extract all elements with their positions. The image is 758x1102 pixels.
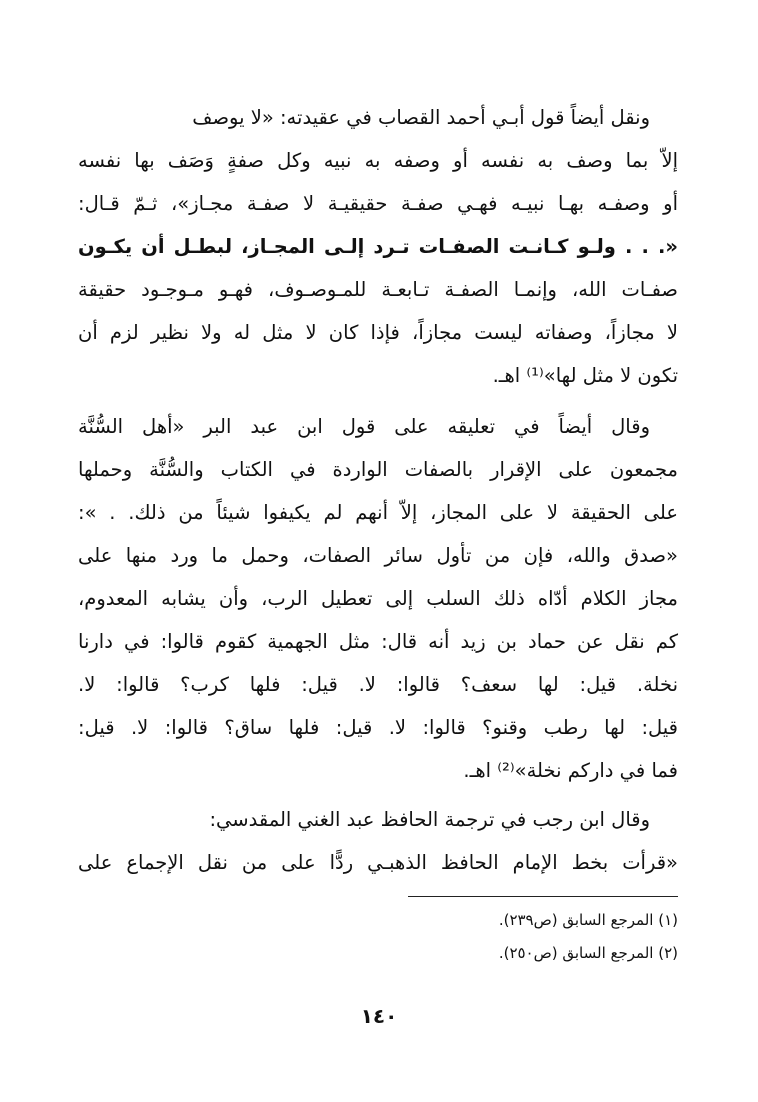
text-line: مجاز الكلام أدّاه ذلك السلب إلى تعطيل الرب، وأن يشابه المعدوم، — [78, 587, 678, 610]
text-line: أو وصفـه بهـا نبيـه فهـي صفـة حقيقيـة لا صفـة مجـاز»، ثـمّ قـال: — [78, 192, 678, 215]
text-line: على الحقيقة لا على المجاز، إلاّ أنهم لم يكيفوا شيئاً من ذلك. . »: — [78, 501, 678, 524]
text-line: صفـات الله، وإنمـا الصفـة تـابعـة للمـوصـوف، فهـو مـوجـود حقيقة — [78, 278, 678, 301]
text-line: ونقل أيضاً قول أبـي أحمد القصاب في عقيدته: «لا يوصف — [192, 106, 650, 129]
text-line: وقال ابن رجب في ترجمة الحافظ عبد الغني المقدسي: — [209, 808, 650, 831]
text-line: تكون لا مثل لها»⁽¹⁾ اهـ. — [492, 364, 678, 387]
text-line: وقال أيضاً في تعليقه على قول ابن عبد البر «أهل السُّنَّة — [78, 415, 650, 438]
text-line: فما في داركم نخلة»⁽²⁾ اهـ. — [463, 759, 678, 782]
page-number: ١٤٠ — [360, 1004, 398, 1028]
footnote-divider — [408, 896, 678, 897]
text-line: مجمعون على الإقرار بالصفات الواردة في الكتاب والسُّنَّة وحملها — [78, 458, 678, 481]
text-line: نخلة. قيل: لها سعف؟ قالوا: لا. قيل: فلها كرب؟ قالوا: لا. — [78, 673, 678, 696]
text-line: إلاّ بما وصف به نفسه أو وصفه به نبيه وكل صفةٍ وَصَف بها نفسه — [78, 149, 678, 172]
text-line: «صدق والله، فإن من تأول سائر الصفات، وحمل ما ورد منها على — [78, 544, 678, 567]
text-line: «. . . ولـو كـانـت الصفـات تـرد إلـى المجـاز، لبطـل أن يكـون — [78, 235, 678, 258]
text-line: كم نقل عن حماد بن زيد أنه قال: مثل الجهمية كقوم قالوا: في دارنا — [78, 630, 678, 653]
text-line: «قرأت بخط الإمام الحافظ الذهبـي ردًّا على من نقل الإجماع على — [78, 851, 678, 874]
footnote: (٢) المرجع السابق (ص٢٥٠). — [498, 944, 678, 962]
text-line: لا مجازاً، وصفاته ليست مجازاً، فإذا كان لا مثل له ولا نظير لزم أن — [78, 321, 678, 344]
footnote: (١) المرجع السابق (ص٢٣٩). — [498, 911, 678, 929]
text-line: قيل: لها رطب وقنو؟ قالوا: لا. قيل: فلها ساق؟ قالوا: لا. قيل: — [78, 716, 678, 739]
